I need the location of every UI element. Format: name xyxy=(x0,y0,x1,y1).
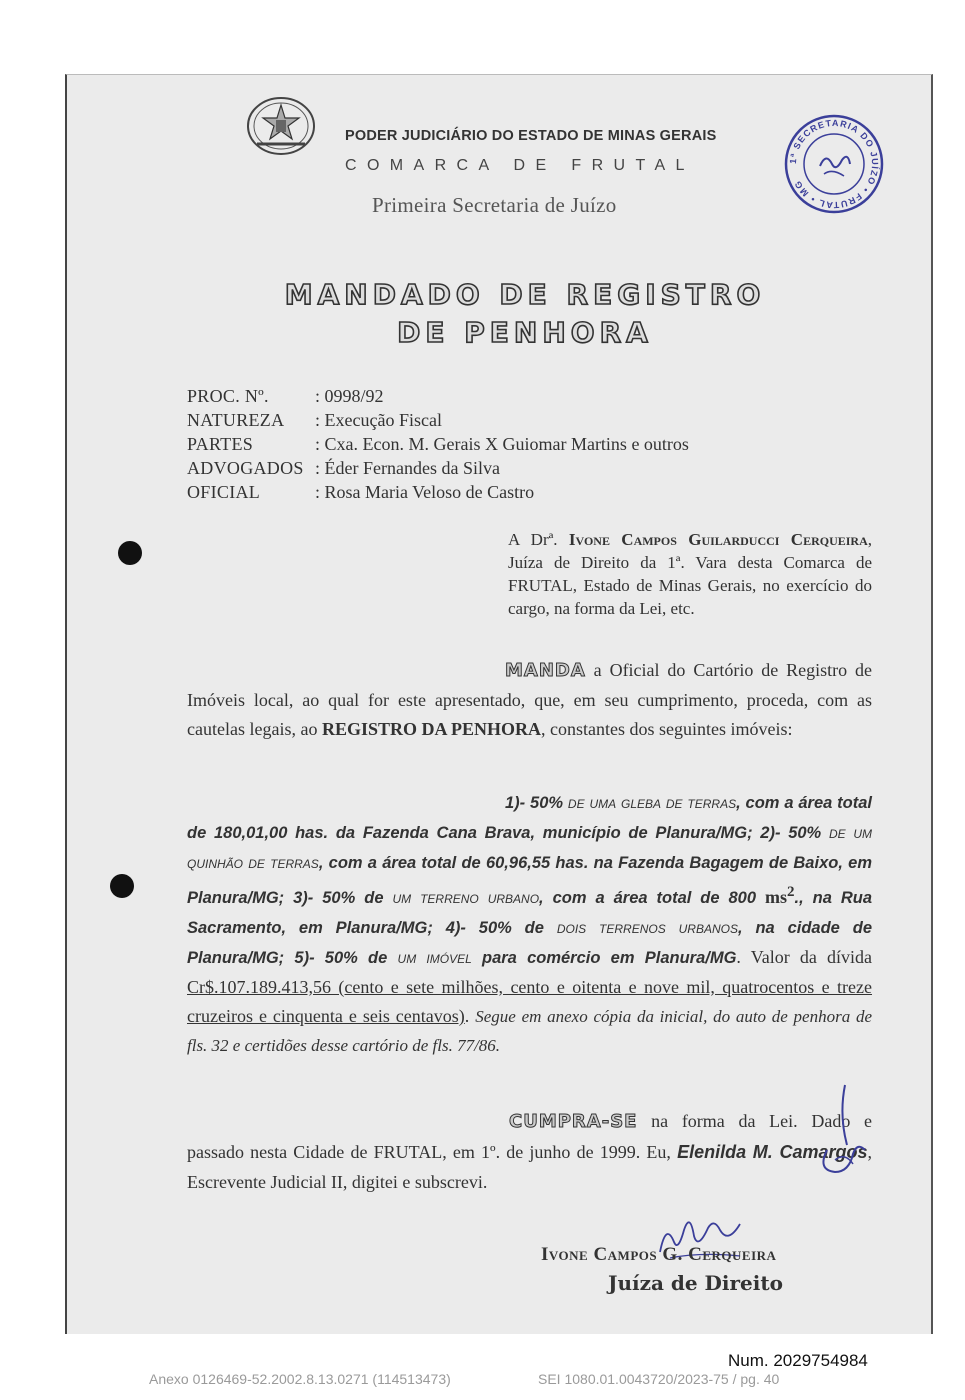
meta-label: OFICIAL xyxy=(187,482,261,502)
attachments-note: Segue em anexo cópia da inicial, do auto de penhora de fls. 32 e certidões desse cartório de fls. 77/86. xyxy=(187,1007,872,1055)
item-text: , com a área total de 180,01,00 has. da Fazenda Cana Brava, município de Planura/MG; 2)- 50% xyxy=(187,794,872,842)
closing-paragraph xyxy=(187,1106,872,1197)
registro-penhora: REGISTRO DA PENHORA xyxy=(321,719,541,739)
manda-word: MANDA xyxy=(505,660,586,681)
judge-signature-name: Ivone Campos G. Cerqueira xyxy=(541,1244,777,1265)
meta-value: : Éder Fernandes da Silva xyxy=(315,458,500,478)
item-text: , com a área total de 800 xyxy=(539,889,765,907)
item-text: de um quinhão de terras xyxy=(187,824,873,872)
item-text: 2 xyxy=(787,884,795,900)
item-text: ms xyxy=(765,887,787,907)
stamp-text: 1ª SECRETARIA DO JUÍZO • FRUTAL • MG xyxy=(787,117,881,211)
item-text: , na cidade de Planura/MG; 5)- 50% de xyxy=(187,919,872,967)
item-text: de uma gleba de terras xyxy=(567,794,737,812)
meta-label: NATUREZA xyxy=(187,410,285,430)
document-number: Num. 2029754984 xyxy=(728,1351,868,1370)
header-secretaria: Primeira Secretaria de Juízo xyxy=(372,193,617,217)
item-text: 1)- 50% xyxy=(505,794,568,812)
closing-text-end: , Escrevente Judicial II, digitei e subscrevi. xyxy=(187,1142,872,1192)
header-court: PODER JUDICIÁRIO DO ESTADO DE MINAS GERAIS xyxy=(345,128,717,144)
item-text: . xyxy=(464,1006,476,1026)
meta-row xyxy=(187,432,689,456)
order-paragraph xyxy=(187,656,872,745)
footer-annex: Anexo 0126469-52.2002.8.13.0271 (114513473) xyxy=(149,1371,451,1387)
properties-paragraph xyxy=(187,788,872,1060)
clerk-handwritten-initials xyxy=(805,1080,875,1190)
meta-value: : Cxa. Econ. M. Gerais X Guiomar Martins e outros xyxy=(315,434,689,454)
meta-label: PROC. Nº. xyxy=(187,386,269,406)
closing-text: na forma da Lei. Dado e passado nesta Cidade de FRUTAL, em 1º. de junho de 1999. Eu, xyxy=(187,1111,872,1162)
order-text-end: , constantes dos seguintes imóveis: xyxy=(541,719,793,739)
meta-row xyxy=(187,384,689,408)
meta-label: PARTES xyxy=(187,434,254,454)
item-text: um terreno urbano xyxy=(392,889,540,907)
court-stamp xyxy=(782,114,886,214)
item-text: dois terrenos urbanos xyxy=(556,919,738,937)
svg-text:1ª SECRETARIA DO JUÍZO • FRUTA xyxy=(788,118,880,210)
meta-label: ADVOGADOS xyxy=(187,458,304,478)
addressee-text: , Juíza de Direito da 1ª. Vara desta Comarca de FRUTAL, Estado de Minas Gerais, no exercício do cargo, na forma da Lei, etc. xyxy=(508,530,873,618)
meta-value: : Rosa Maria Veloso de Castro xyxy=(315,482,535,502)
meta-row xyxy=(187,480,689,504)
judge-name: Ivone Campos Guilarducci Cerqueira xyxy=(568,530,868,549)
item-text: um imóvel xyxy=(397,949,472,967)
item-text: . Valor da dívida xyxy=(736,947,872,967)
order-text: a Oficial do Cartório de Registro de Imóveis local, ao qual for este apresentado, que, em seu cumprimento, proceda, com as cautelas legais, ao xyxy=(187,660,872,739)
meta-value: : 0998/92 xyxy=(315,386,384,406)
punch-hole xyxy=(110,874,134,898)
item-text: , com a área total de 60,96,55 has. na Fazenda Bagagem de Baixo, em Planura/MG; 3)- 50% de xyxy=(187,854,872,907)
addressee-prefix: A Drª. xyxy=(508,530,558,549)
punch-hole xyxy=(118,541,142,565)
clerk-name: Elenilda M. Camargos xyxy=(677,1142,868,1162)
header-comarca: COMARCA DE FRUTAL xyxy=(345,157,695,174)
item-text: para comércio em Planura/MG xyxy=(471,949,737,967)
footer-sei: SEI 1080.01.0043720/2023-75 / pg. 40 xyxy=(538,1371,780,1387)
process-info xyxy=(187,384,689,504)
meta-row xyxy=(187,456,689,480)
document-title-line2: DE PENHORA xyxy=(397,316,653,349)
judge-signature-role: Juíza de Direito xyxy=(608,1271,783,1295)
addressee-paragraph xyxy=(508,528,872,620)
coat-of-arms-seal xyxy=(245,96,317,158)
cumpra-se-word: CUMPRA-SE xyxy=(509,1111,638,1132)
debt-amount: Cr$.107.189.413,56 (cento e sete milhões, cento e oitenta e nove mil, quatrocentos e treze cruzeiros e cinquenta e seis centavos) xyxy=(187,977,872,1026)
item-text: ., na Rua Sacramento, em Planura/MG; 4)- 50% de xyxy=(187,889,873,937)
meta-row xyxy=(187,408,689,432)
document-title: MANDADO DE REGISTRO xyxy=(284,278,766,311)
meta-value: : Execução Fiscal xyxy=(315,410,442,430)
